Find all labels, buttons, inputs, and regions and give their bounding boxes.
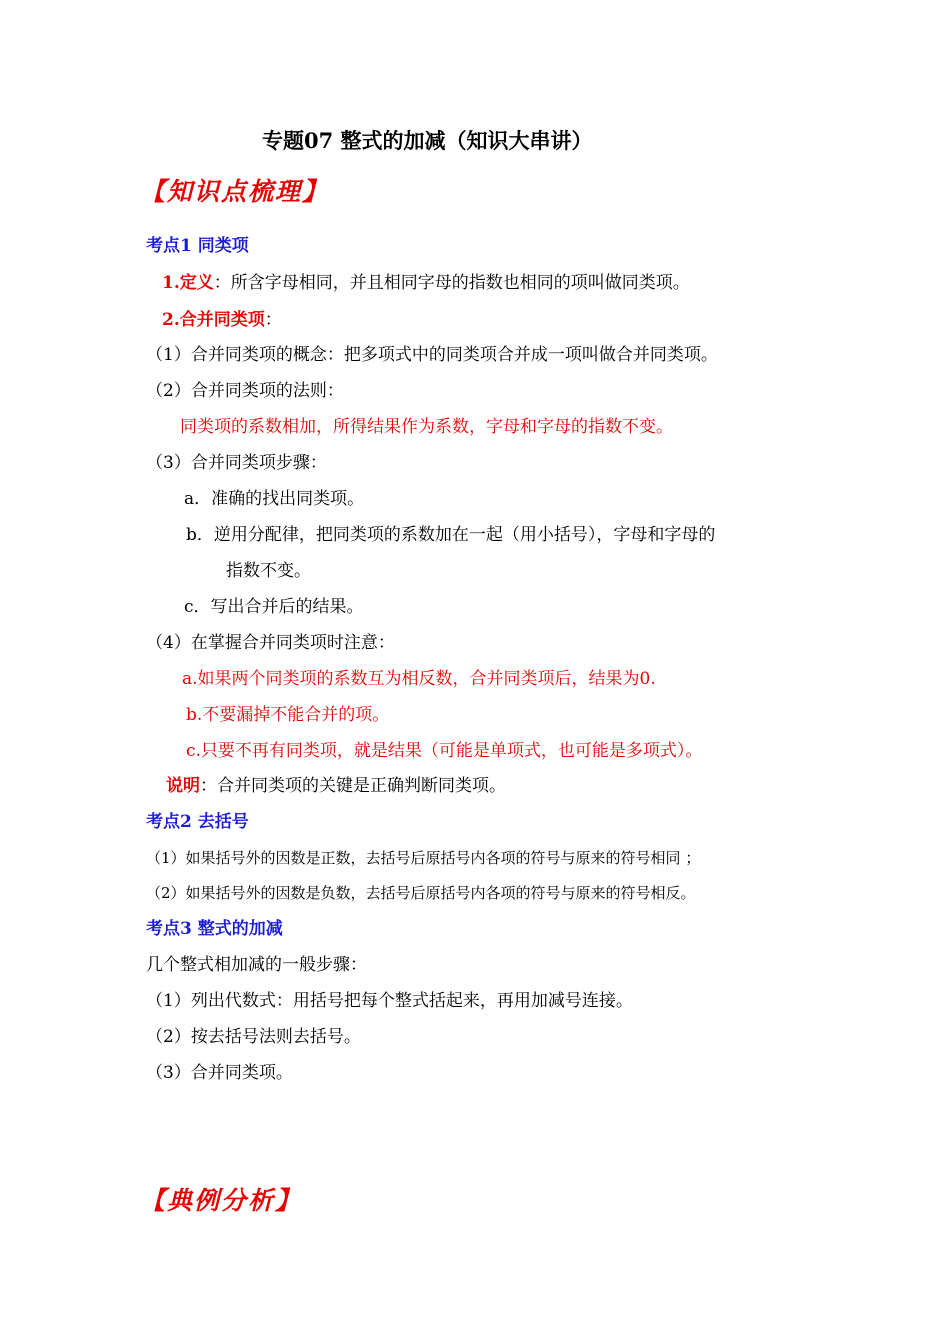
- kaodian-2-heading: 考点2 去括号: [146, 812, 249, 832]
- merge-rule-text: 同类项的系数相加，所得结果作为系数，字母和字母的指数不变。: [180, 417, 673, 437]
- definition-label: 1.定义: [162, 273, 214, 293]
- note-c: c.只要不再有同类项，就是结果（可能是单项式，也可能是多项式）。: [186, 741, 703, 761]
- step-b-line2: 指数不变。: [226, 561, 311, 581]
- section-heading-examples: 【典例分析】: [140, 1186, 303, 1215]
- merge-colon: ：: [264, 310, 282, 330]
- merge-concept: （1）合并同类项的概念：把多项式中的同类项合并成一项叫做合并同类项。: [146, 345, 718, 365]
- merge-steps-heading: （3）合并同类项步骤：: [146, 453, 327, 473]
- kaodian-3-heading: 考点3 整式的加减: [146, 919, 283, 939]
- addsub-step-2: （2）按去括号法则去括号。: [146, 1027, 361, 1047]
- section-heading-knowledge: 【知识点梳理】: [140, 177, 330, 206]
- note-b: b.不要漏掉不能合并的项。: [186, 705, 390, 725]
- definition-text: ：所含字母相同，并且相同字母的指数也相同的项叫做同类项。: [213, 273, 690, 293]
- page-title: 专题07 整式的加减（知识大串讲）: [262, 128, 593, 153]
- step-a: a．准确的找出同类项。: [184, 489, 365, 509]
- merge-rule-heading: （2）合并同类项的法则：: [146, 381, 344, 401]
- definition-line: [162, 271, 690, 295]
- remark-text: ：合并同类项的关键是正确判断同类项。: [200, 776, 506, 796]
- bracket-rule-positive: （1）如果括号外的因数是正数，去括号后原括号内各项的符号与原来的符号相同 ；: [146, 849, 701, 867]
- kaodian-1-heading: 考点1 同类项: [146, 236, 249, 256]
- merge-label: 2.合并同类项: [162, 310, 265, 330]
- addsub-step-1: （1）列出代数式：用括号把每个整式括起来，再用加减号连接。: [146, 991, 633, 1011]
- notes-heading: （4）在掌握合并同类项时注意：: [146, 633, 395, 653]
- note-a: a.如果两个同类项的系数互为相反数，合并同类项后，结果为0.: [182, 669, 656, 689]
- bracket-rule-negative: （2）如果括号外的因数是负数，去括号后原括号内各项的符号与原来的符号相反。: [146, 884, 696, 902]
- step-b-line1: b．逆用分配律，把同类项的系数加在一起（用小括号），字母和字母的: [186, 525, 716, 545]
- remark-line: [166, 774, 506, 798]
- addsub-step-3: （3）合并同类项。: [146, 1063, 293, 1083]
- addsub-intro: 几个整式相加减的一般步骤：: [146, 955, 367, 975]
- merge-heading-line: [162, 308, 282, 332]
- step-c: c．写出合并后的结果。: [184, 597, 364, 617]
- remark-label: 说明: [166, 776, 200, 796]
